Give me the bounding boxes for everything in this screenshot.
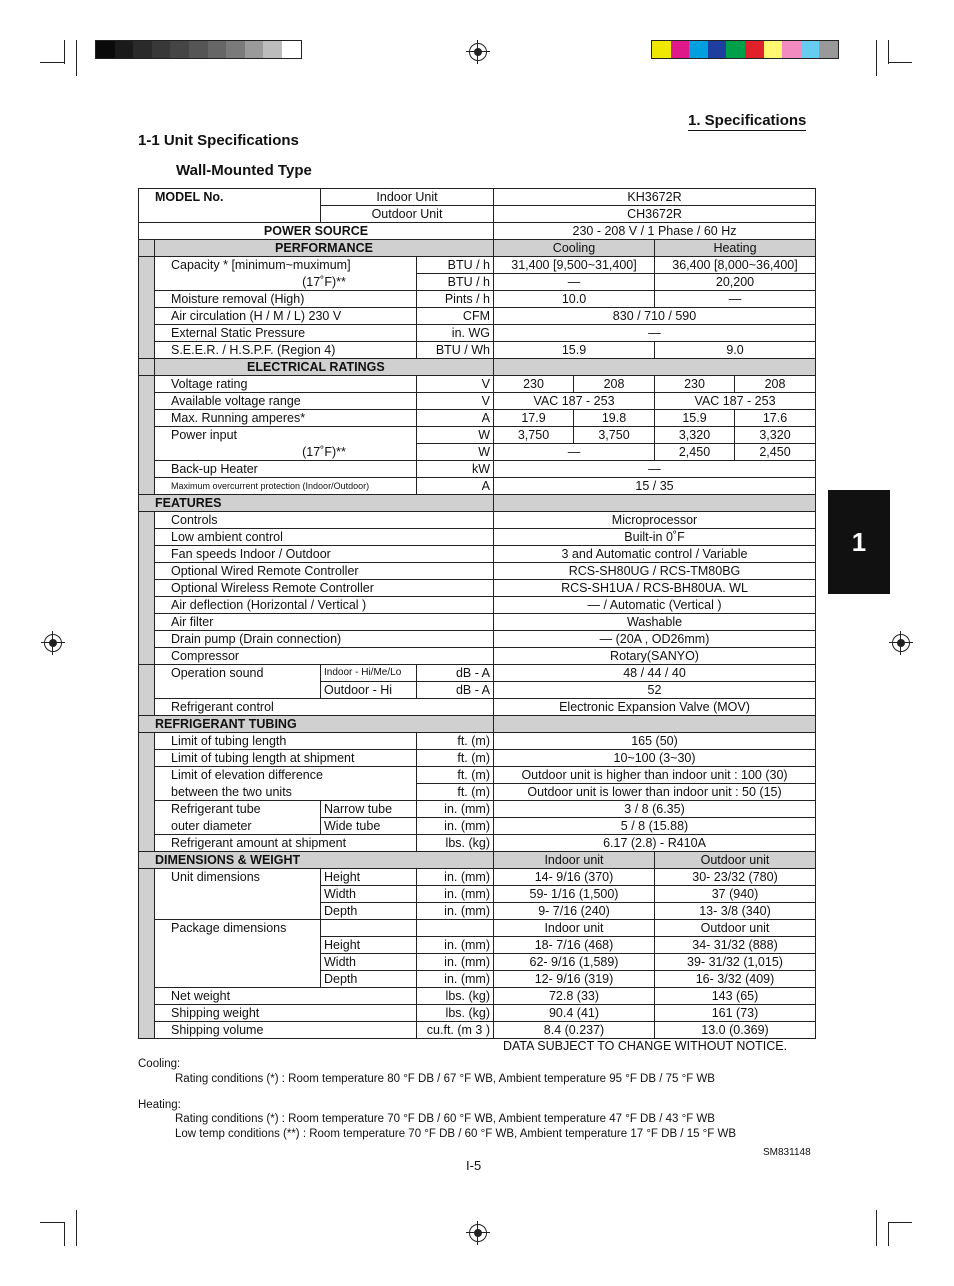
subsection-title: Wall-Mounted Type (176, 162, 312, 179)
feature-label: Optional Wired Remote Controller (155, 563, 494, 580)
page-number: I-5 (466, 1158, 482, 1173)
feature-label: Optional Wireless Remote Controller (155, 580, 494, 597)
calibration-swatch (801, 41, 820, 58)
net-weight-row: Net weight lbs. (kg) 72.8 (33) 143 (65) (139, 988, 816, 1005)
package-dim-width: Width in. (mm) 62- 9/16 (1,589) 39- 31/32 (1,015) (139, 954, 816, 971)
feature-label: Air filter (155, 614, 494, 631)
indoor-model: KH3672R (494, 189, 816, 206)
tubing-ship-row: Limit of tubing length at shipment ft. (m) 10~100 (3~30) (139, 750, 816, 767)
calibration-swatch (708, 41, 727, 58)
registration-mark-icon (469, 43, 487, 61)
calibration-swatch (226, 41, 245, 58)
seer-row: S.E.E.R. / H.S.P.F. (Region 4) BTU / Wh 15.9 9.0 (139, 342, 816, 359)
calibration-swatch (170, 41, 189, 58)
registration-mark-icon (469, 1224, 487, 1242)
crop-mark (76, 40, 77, 76)
feature-label: Air deflection (Horizontal / Vertical ) (155, 597, 494, 614)
crop-mark (888, 1222, 889, 1246)
crop-mark (64, 40, 65, 64)
calibration-swatch (782, 41, 801, 58)
features-label: FEATURES (139, 495, 494, 512)
feature-label: Controls (155, 512, 494, 529)
note-cooling-head: Cooling: (138, 1058, 181, 1070)
capacity-low-row: (17˚F)** BTU / h — 20,200 (139, 274, 816, 291)
shipping-volume-row: Shipping volume cu.ft. (m 3 ) 8.4 (0.237) 13.0 (0.369) (139, 1022, 816, 1039)
feature-row (139, 563, 816, 580)
calibration-gray-bar (95, 40, 302, 59)
range-row: Available voltage range V VAC 187 - 253 VAC 187 - 253 (139, 393, 816, 410)
package-dim-depth: Depth in. (mm) 12- 9/16 (319) 16- 3/32 (409) (139, 971, 816, 988)
calibration-color-bar (651, 40, 839, 59)
elevation-row-1: Limit of elevation difference ft. (m) Outdoor unit is higher than indoor unit : 100 (30) (139, 767, 816, 784)
overcurrent-row: Maximum overcurrent protection (Indoor/Outdoor) A 15 / 35 (139, 478, 816, 495)
crop-mark (76, 1210, 77, 1246)
features-header (139, 495, 816, 512)
sound-row-outdoor: Outdoor - Hi dB - A 52 (139, 682, 816, 699)
cooling-header: Cooling (494, 240, 655, 257)
feature-value: RCS-SH1UA / RCS-BH80UA. WL (494, 580, 816, 597)
feature-value: — / Automatic (Vertical ) (494, 597, 816, 614)
feature-row (139, 512, 816, 529)
feature-row (139, 580, 816, 597)
feature-value: Washable (494, 614, 816, 631)
spec-table (138, 188, 816, 1039)
power-source-label: POWER SOURCE (139, 223, 494, 240)
refrigerant-amount-row: Refrigerant amount at shipment lbs. (kg) 6.17 (2.8) - R410A (139, 835, 816, 852)
shipping-weight-row: Shipping weight lbs. (kg) 90.4 (41) 161 (73) (139, 1005, 816, 1022)
electrical-header (139, 359, 816, 376)
calibration-swatch (819, 41, 838, 58)
power-source-value: 230 - 208 V / 1 Phase / 60 Hz (494, 223, 816, 240)
air-row: Air circulation (H / M / L) 230 V CFM 830 / 710 / 590 (139, 308, 816, 325)
crop-mark (40, 1222, 64, 1223)
sound-row-indoor: Operation sound Indoor - Hi/Me/Lo dB - A 48 / 44 / 40 (139, 665, 816, 682)
package-dim-header: Package dimensions Indoor unit Outdoor unit (139, 920, 816, 937)
power-input-row: Power input W 3,750 3,750 3,320 3,320 (139, 427, 816, 444)
calibration-swatch (726, 41, 745, 58)
calibration-swatch (208, 41, 227, 58)
calibration-swatch (245, 41, 264, 58)
feature-label: Low ambient control (155, 529, 494, 546)
dimensions-header: DIMENSIONS & WEIGHT Indoor unit Outdoor unit (139, 852, 816, 869)
wide-tube-row: outer diameter Wide tube in. (mm) 5 / 8 (15.88) (139, 818, 816, 835)
feature-row (139, 546, 816, 563)
document-code: SM831148 (763, 1147, 811, 1158)
section-title: 1-1 Unit Specifications (138, 132, 299, 149)
tubing-label: REFRIGERANT TUBING (139, 716, 494, 733)
refrigerant-control-row: Refrigerant control Electronic Expansion Valve (MOV) (139, 699, 816, 716)
calibration-swatch (115, 41, 134, 58)
feature-row (139, 631, 816, 648)
crop-mark (888, 1222, 912, 1223)
feature-value: Rotary(SANYO) (494, 648, 816, 665)
calibration-swatch (282, 41, 301, 58)
capacity-row: Capacity * [minimum~muximum] BTU / h 31,400 [9,500~31,400] 36,400 [8,000~36,400] (139, 257, 816, 274)
heater-row: Back-up Heater kW — (139, 461, 816, 478)
heating-header: Heating (655, 240, 816, 257)
crop-mark (888, 40, 889, 64)
electrical-label: ELECTRICAL RATINGS (155, 359, 494, 376)
performance-label: PERFORMANCE (155, 240, 494, 257)
power-input-low-row: (17˚F)** W — 2,450 2,450 (139, 444, 816, 461)
registration-mark-icon (892, 634, 910, 652)
feature-value: RCS-SH80UG / RCS-TM80BG (494, 563, 816, 580)
crop-mark (888, 62, 912, 63)
feature-label: Fan speeds Indoor / Outdoor (155, 546, 494, 563)
model-label: MODEL No. (139, 189, 321, 223)
calibration-swatch (263, 41, 282, 58)
unit-dim-depth: Depth in. (mm) 9- 7/16 (240) 13- 3/8 (340) (139, 903, 816, 920)
registration-mark-icon (44, 634, 62, 652)
feature-label: Drain pump (Drain connection) (155, 631, 494, 648)
outdoor-model: CH3672R (494, 206, 816, 223)
calibration-swatch (189, 41, 208, 58)
change-notice: DATA SUBJECT TO CHANGE WITHOUT NOTICE. (503, 1039, 788, 1053)
unit-dim-height: Unit dimensions Height in. (mm) 14- 9/16 (370) 30- 23/32 (780) (139, 869, 816, 886)
feature-row (139, 597, 816, 614)
crop-mark (40, 62, 64, 63)
calibration-swatch (152, 41, 171, 58)
feature-value: — (20A , OD26mm) (494, 631, 816, 648)
performance-header (139, 240, 816, 257)
power-row (139, 223, 816, 240)
unit-dim-width: Width in. (mm) 59- 1/16 (1,500) 37 (940) (139, 886, 816, 903)
chapter-tab: 1 (828, 490, 890, 594)
calibration-swatch (96, 41, 115, 58)
indoor-unit-label: Indoor Unit (321, 189, 494, 206)
crop-mark (876, 1210, 877, 1246)
calibration-swatch (689, 41, 708, 58)
note-heating-head: Heating: (138, 1099, 181, 1111)
crop-mark (876, 40, 877, 76)
feature-row (139, 529, 816, 546)
package-dim-height: Height in. (mm) 18- 7/16 (468) 34- 31/32 (888) (139, 937, 816, 954)
calibration-swatch (671, 41, 690, 58)
note-heating-low: Low temp conditions (**) : Room temperature 70 °F DB / 60 °F WB, Ambient temperature 17 °F DB / 15 °F WB (175, 1128, 737, 1140)
calibration-swatch (133, 41, 152, 58)
moisture-row: Moisture removal (High) Pints / h 10.0 — (139, 291, 816, 308)
voltage-row: Voltage rating V 230 208 230 208 (139, 376, 816, 393)
crop-mark (64, 1222, 65, 1246)
esp-row: External Static Pressure in. WG — (139, 325, 816, 342)
calibration-swatch (764, 41, 783, 58)
feature-value: Built-in 0˚F (494, 529, 816, 546)
calibration-swatch (652, 41, 671, 58)
feature-value: Microprocessor (494, 512, 816, 529)
feature-value: 3 and Automatic control / Variable (494, 546, 816, 563)
feature-row (139, 648, 816, 665)
note-heating-rating: Rating conditions (*) : Room temperature 70 °F DB / 60 °F WB, Ambient temperature 47 °F DB / 43 °F WB (175, 1113, 715, 1125)
feature-label: Compressor (155, 648, 494, 665)
dimensions-label: DIMENSIONS & WEIGHT (139, 852, 494, 869)
outdoor-unit-label: Outdoor Unit (321, 206, 494, 223)
narrow-tube-row: Refrigerant tube Narrow tube in. (mm) 3 / 8 (6.35) (139, 801, 816, 818)
elevation-row-2: between the two units ft. (m) Outdoor unit is lower than indoor unit : 50 (15) (139, 784, 816, 801)
tubing-header (139, 716, 816, 733)
note-cooling-rating: Rating conditions (*) : Room temperature 80 °F DB / 67 °F WB, Ambient temperature 95 °F DB / 75 °F WB (175, 1073, 715, 1085)
running-header: 1. Specifications (688, 112, 807, 129)
feature-row (139, 614, 816, 631)
amps-row: Max. Running amperes* A 17.9 19.8 15.9 17.6 (139, 410, 816, 427)
calibration-swatch (745, 41, 764, 58)
model-row-indoor (139, 189, 816, 206)
tubing-limit-row: Limit of tubing length ft. (m) 165 (50) (139, 733, 816, 750)
